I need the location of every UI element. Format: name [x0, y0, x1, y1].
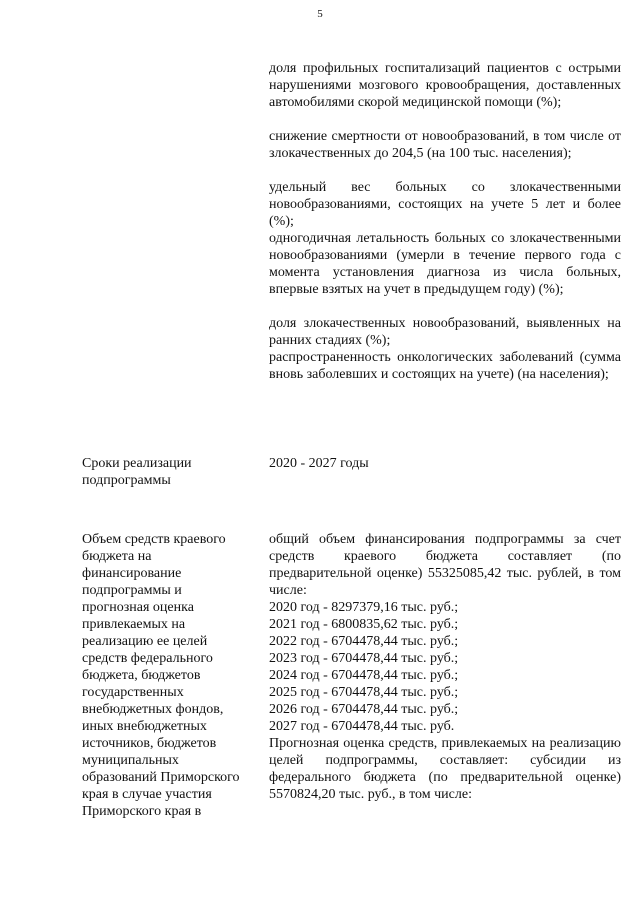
- funding-label-line: края в случае участия: [82, 787, 212, 802]
- funding-year-2027: 2027 год - 6704478,44 тыс. руб.: [269, 719, 455, 734]
- funding-label-line: привлекаемых на: [82, 617, 186, 632]
- indicator-hospitalization: доля профильных госпитализаций пациентов с острыми нарушениями мозгового кровообращения, доставленных автомобилями скорой медицинской помощи (%);: [269, 61, 621, 110]
- indicator-one-year-lethality: одногодичная летальность больных со злокачественными новообразованиями (умерли в течение первого года с момента установления диагноза из числа больных, впервые взятых на учет в предыдущем году) (%);: [269, 231, 621, 297]
- indicator-prevalence: распространенность онкологических заболеваний (сумма вновь заболевших и состоящих на учете) (на населения);: [269, 350, 621, 382]
- funding-label: [82, 531, 252, 820]
- terms-label: Сроки реализации подпрограммы: [82, 456, 192, 488]
- terms-value: 2020 - 2027 годы: [269, 456, 369, 471]
- funding-label-line: Приморского края в: [82, 804, 202, 819]
- funding-total: общий объем финансирования подпрограммы за счет средств краевого бюджета составляет (по предварительной оценке) 55325085,42 тыс. рублей, в том числе:: [269, 532, 621, 598]
- indicator-five-year-share: удельный вес больных со злокачественными новообразованиями, состоящих на учете 5 лет и более (%);: [269, 180, 621, 229]
- funding-year-2023: 2023 год - 6704478,44 тыс. руб.;: [269, 651, 459, 666]
- funding-year-2025: 2025 год - 6704478,44 тыс. руб.;: [269, 685, 459, 700]
- funding-forecast: Прогнозная оценка средств, привлекаемых на реализацию целей подпрограммы, составляет: субсидии из федерального бюджета (по предварительной оценке) 5570824,20 тыс. руб., в том числе:: [269, 736, 621, 802]
- funding-label-line: иных внебюджетных: [82, 719, 207, 734]
- funding-label-line: внебюджетных фондов,: [82, 702, 224, 717]
- funding-label-line: финансирование: [82, 566, 182, 581]
- funding-year-2021: 2021 год - 6800835,62 тыс. руб.;: [269, 617, 459, 632]
- funding-years: [269, 599, 621, 735]
- indicator-early-detection: доля злокачественных новообразований, выявленных на ранних стадиях (%);: [269, 316, 621, 348]
- funding-label-line: муниципальных: [82, 753, 179, 768]
- funding-label-line: Объем средств краевого: [82, 532, 226, 547]
- funding-label-line: прогнозная оценка: [82, 600, 194, 615]
- page-number: 5: [317, 8, 323, 20]
- indicator-cancer-mortality: снижение смертности от новообразований, в том числе от злокачественных до 204,5 (на 100 тыс. населения);: [269, 129, 621, 161]
- funding-year-2024: 2024 год - 6704478,44 тыс. руб.;: [269, 668, 459, 683]
- funding-label-line: средств федерального: [82, 651, 213, 666]
- funding-label-line: реализацию ее целей: [82, 634, 208, 649]
- funding-label-line: подпрограммы и: [82, 583, 182, 598]
- funding-label-line: бюджета, бюджетов: [82, 668, 201, 683]
- funding-year-2026: 2026 год - 6704478,44 тыс. руб.;: [269, 702, 459, 717]
- funding-label-line: образований Приморского: [82, 770, 240, 785]
- funding-label-line: источников, бюджетов: [82, 736, 217, 751]
- funding-label-line: бюджета на: [82, 549, 152, 564]
- funding-year-2022: 2022 год - 6704478,44 тыс. руб.;: [269, 634, 459, 649]
- funding-year-2020: 2020 год - 8297379,16 тыс. руб.;: [269, 600, 459, 615]
- funding-label-line: государственных: [82, 685, 184, 700]
